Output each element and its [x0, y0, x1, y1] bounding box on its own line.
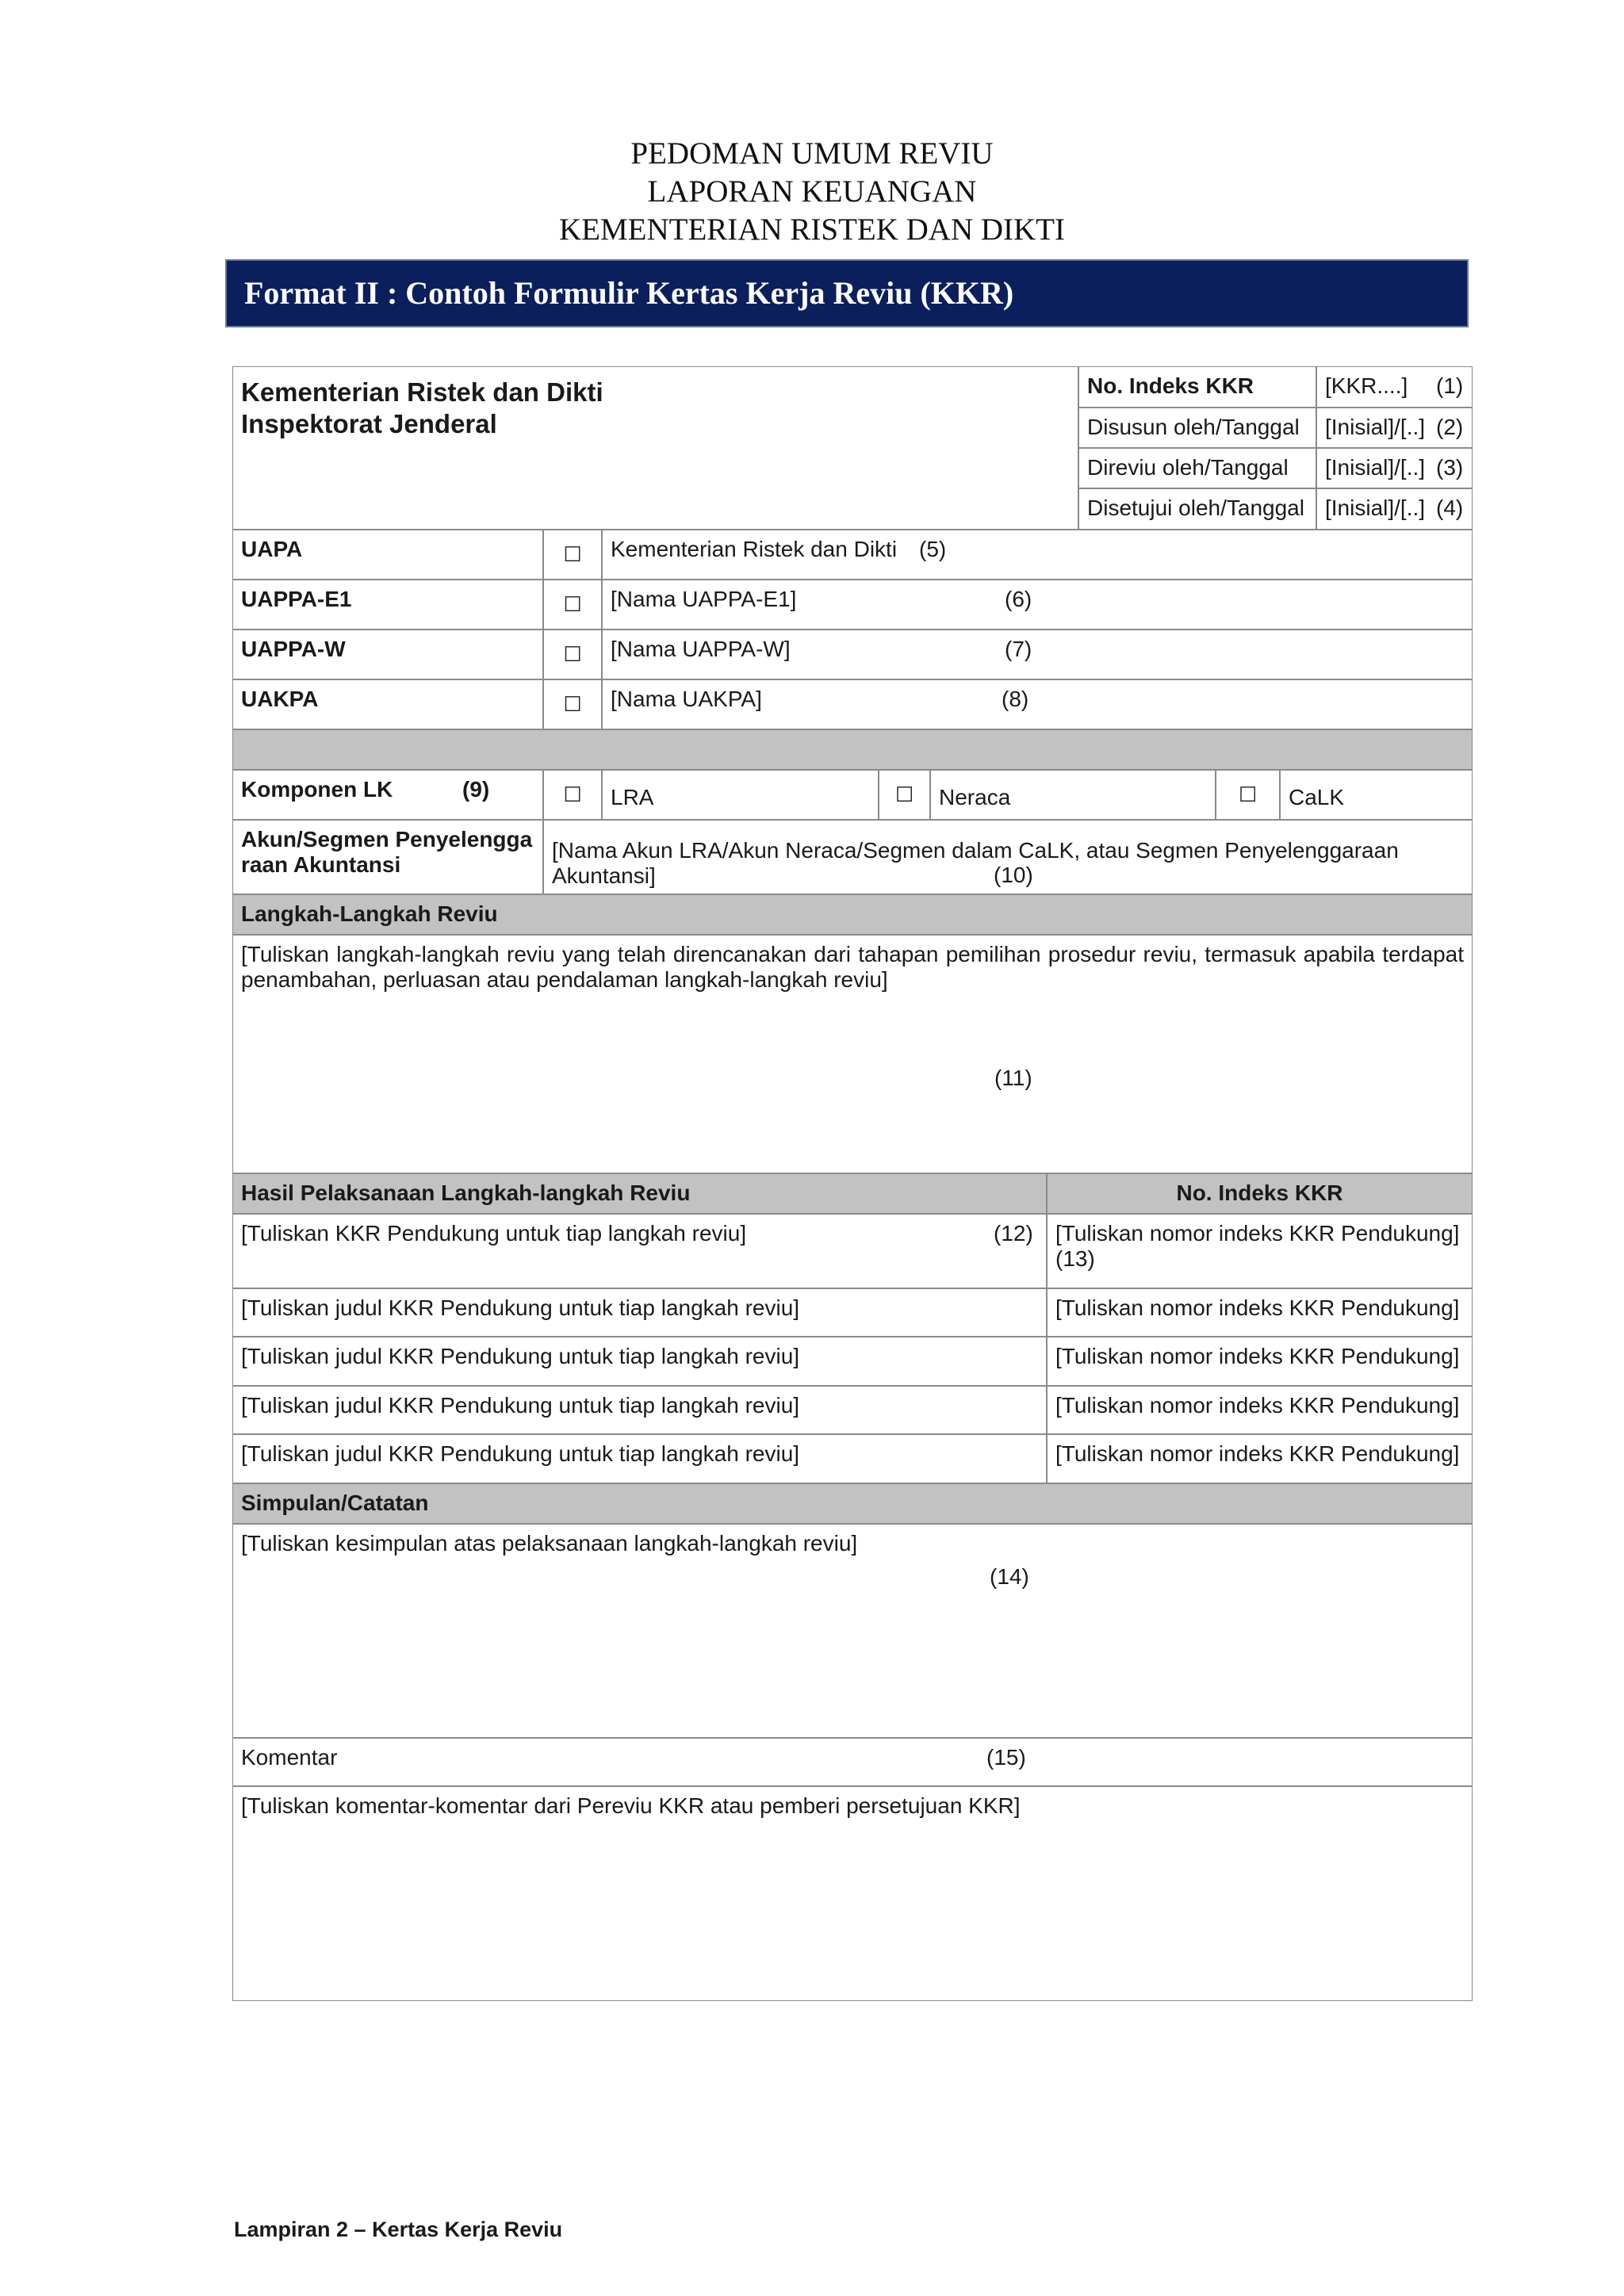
- komponen-label-cell: [232, 770, 543, 820]
- checkbox-lra[interactable]: ☐: [543, 770, 602, 820]
- marker-14: (14): [990, 1564, 1029, 1589]
- marker-10: (10): [994, 863, 1033, 887]
- marker-4: (4): [1436, 496, 1464, 520]
- org-unit: Inspektorat Jenderal: [241, 409, 497, 438]
- org-name: Kementerian Ristek dan Dikti: [241, 377, 603, 407]
- unit-value: [Nama UAPPA-E1]: [611, 587, 797, 611]
- heading-line-3: KEMENTERIAN RISTEK DAN DIKTI: [559, 212, 1065, 247]
- komentar-body[interactable]: [Tuliskan komentar-komentar dari Pereviu KKR atau pemberi persetujuan KKR]: [232, 1786, 1473, 2001]
- meta-value-disusun[interactable]: [1316, 408, 1473, 448]
- unit-value: Kementerian Ristek dan Dikti: [611, 537, 898, 561]
- langkah-body[interactable]: [232, 935, 1473, 1173]
- unit-label-uapa: UAPA: [232, 530, 543, 580]
- hasil-row-3-left[interactable]: [Tuliskan judul KKR Pendukung untuk tiap langkah reviu]: [232, 1337, 1047, 1386]
- hasil-row-4-right[interactable]: [Tuliskan nomor indeks KKR Pendukung]: [1047, 1386, 1473, 1434]
- hasil-header-left: Hasil Pelaksanaan Langkah-langkah Reviu: [232, 1173, 1047, 1214]
- marker-11: (11): [994, 1066, 1032, 1090]
- marker-8: (8): [1002, 687, 1029, 711]
- checkbox-uakpa[interactable]: ☐: [543, 679, 602, 729]
- marker-3: (3): [1436, 455, 1464, 480]
- unit-value-uappa-e1[interactable]: [602, 580, 1473, 629]
- hasil-row-1-right[interactable]: [1047, 1214, 1473, 1288]
- page-footer: Lampiran 2 – Kertas Kerja Reviu: [234, 2218, 563, 2241]
- separator-row: [232, 729, 1473, 770]
- unit-value: [Nama UAPPA-W]: [611, 637, 791, 661]
- simpulan-body[interactable]: [232, 1524, 1473, 1738]
- page-heading: [0, 135, 1624, 249]
- checkbox-uappa-e1[interactable]: ☐: [543, 580, 602, 629]
- checkbox-neraca[interactable]: ☐: [879, 770, 930, 820]
- hasil-row-5-right[interactable]: [Tuliskan nomor indeks KKR Pendukung]: [1047, 1434, 1473, 1483]
- komponen-label: Komponen LK: [241, 777, 393, 802]
- unit-label-uakpa: UAKPA: [232, 679, 543, 729]
- meta-label-no-indeks: No. Indeks KKR: [1078, 366, 1316, 408]
- meta-label-disetujui: Disetujui oleh/Tanggal: [1078, 488, 1316, 530]
- checkbox-uappa-w[interactable]: ☐: [543, 629, 602, 679]
- marker-7: (7): [1005, 637, 1032, 661]
- format-banner: Format II : Contoh Formulir Kertas Kerja Reviu (KKR): [225, 259, 1469, 327]
- unit-value-uakpa[interactable]: [602, 679, 1473, 729]
- meta-value: [Inisial]/[..]: [1325, 496, 1426, 520]
- marker-12: (12): [994, 1221, 1033, 1246]
- hasil-right-text: [Tuliskan nomor indeks KKR Pendukung]: [1055, 1221, 1460, 1246]
- marker-9: (9): [462, 777, 490, 802]
- meta-value-no-indeks[interactable]: [1316, 366, 1473, 408]
- marker-2: (2): [1436, 415, 1464, 439]
- unit-value-uapa[interactable]: [602, 530, 1473, 580]
- hasil-row-2-left[interactable]: [Tuliskan judul KKR Pendukung untuk tiap langkah reviu]: [232, 1288, 1047, 1337]
- heading-line-2: LAPORAN KEUANGAN: [647, 174, 977, 209]
- heading-line-1: PEDOMAN UMUM REVIU: [630, 136, 994, 170]
- meta-label-direviu: Direviu oleh/Tanggal: [1078, 448, 1316, 488]
- komentar-row: [232, 1738, 1473, 1786]
- option-calk[interactable]: CaLK: [1280, 770, 1473, 820]
- meta-value-disetujui[interactable]: [1316, 488, 1473, 530]
- unit-label-uappa-e1: UAPPA-E1: [232, 580, 543, 629]
- marker-5: (5): [919, 537, 947, 561]
- hasil-row-3-right[interactable]: [Tuliskan nomor indeks KKR Pendukung]: [1047, 1337, 1473, 1386]
- option-neraca[interactable]: Neraca: [930, 770, 1216, 820]
- checkbox-uapa[interactable]: ☐: [543, 530, 602, 580]
- marker-1: (1): [1436, 373, 1464, 398]
- hasil-header-right: No. Indeks KKR: [1047, 1173, 1473, 1214]
- hasil-row-1-left[interactable]: [232, 1214, 1047, 1288]
- simpulan-text: [Tuliskan kesimpulan atas pelaksanaan langkah-langkah reviu]: [241, 1531, 858, 1556]
- akun-label: Akun/Segmen Penyelengga raan Akuntansi: [232, 820, 543, 894]
- unit-value: [Nama UAKPA]: [611, 687, 762, 711]
- hasil-row-5-left[interactable]: [Tuliskan judul KKR Pendukung untuk tiap langkah reviu]: [232, 1434, 1047, 1483]
- marker-6: (6): [1005, 587, 1032, 611]
- unit-value-uappa-w[interactable]: [602, 629, 1473, 679]
- meta-value: [Inisial]/[..]: [1325, 455, 1426, 480]
- akun-value: [Nama Akun LRA/Akun Neraca/Segmen dalam CaLK, atau Segmen Penyelenggaraan Akuntansi]: [552, 838, 1399, 888]
- option-lra[interactable]: LRA: [602, 770, 879, 820]
- langkah-header: Langkah-Langkah Reviu: [232, 894, 1473, 935]
- meta-value: [Inisial]/[..]: [1325, 415, 1426, 439]
- marker-13: (13): [1055, 1246, 1095, 1271]
- akun-value-cell[interactable]: [543, 820, 1473, 894]
- komentar-label: Komentar: [241, 1745, 338, 1770]
- langkah-text: [Tuliskan langkah-langkah reviu yang telah direncanakan dari tahapan pemilihan prosedur reviu, termasuk apabila terdapat penambahan, perluasan atau pendalaman langkah-langkah reviu]: [241, 942, 1464, 992]
- simpulan-header: Simpulan/Catatan: [232, 1483, 1473, 1524]
- marker-15: (15): [986, 1745, 1026, 1770]
- meta-value-direviu[interactable]: [1316, 448, 1473, 488]
- meta-label-disusun: Disusun oleh/Tanggal: [1078, 408, 1316, 448]
- org-header-cell: [232, 366, 1078, 530]
- hasil-row-4-left[interactable]: [Tuliskan judul KKR Pendukung untuk tiap langkah reviu]: [232, 1386, 1047, 1434]
- meta-value: [KKR....]: [1325, 373, 1408, 398]
- unit-label-uappa-w: UAPPA-W: [232, 629, 543, 679]
- checkbox-calk[interactable]: ☐: [1216, 770, 1280, 820]
- hasil-left-text: [Tuliskan KKR Pendukung untuk tiap langkah reviu]: [241, 1221, 747, 1246]
- hasil-row-2-right[interactable]: [Tuliskan nomor indeks KKR Pendukung]: [1047, 1288, 1473, 1337]
